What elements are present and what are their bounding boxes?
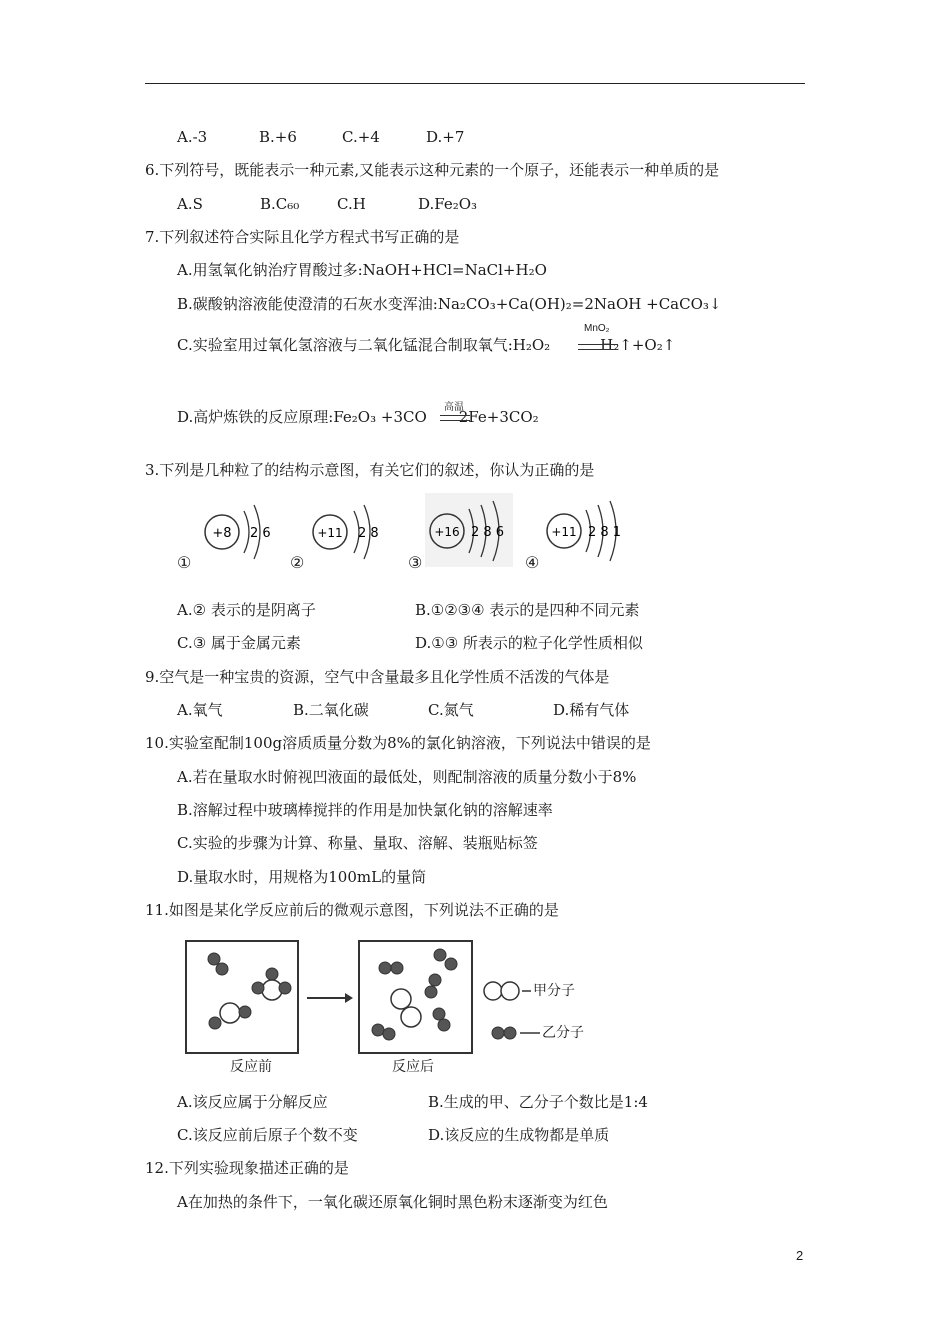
header-rule	[145, 83, 805, 84]
q7-d-condition: 高温	[444, 402, 464, 413]
q7-option-a: A.用氢氧化钠治疗胃酸过多:NaOH+HCl=NaCl+H₂O	[177, 261, 547, 279]
atom-dark	[209, 1017, 221, 1029]
before-label: 反应前	[230, 1059, 272, 1075]
legend-jia-label: 甲分子	[533, 983, 575, 999]
option: C.该反应前后原子个数不变	[177, 1126, 358, 1144]
equals-sign	[440, 415, 470, 421]
atom-dark	[383, 1028, 395, 1040]
shell-electrons: 2 8 6	[471, 525, 505, 540]
q7-c-condition: MnO₂	[584, 323, 610, 334]
atom-diagram-2	[308, 497, 393, 563]
atom-dark	[252, 982, 264, 994]
option: B.生成的甲、乙分子个数比是1:4	[428, 1093, 648, 1111]
q12-stem: 12.下列实验现象描述正确的是	[145, 1159, 349, 1177]
diagram-label-1: ①	[177, 553, 192, 572]
option: C.+4	[342, 128, 380, 146]
option: A.-3	[177, 128, 208, 146]
option: B.+6	[259, 128, 297, 146]
q9-stem: 9.空气是一种宝贵的资源，空气中含量最多且化学性质不活泼的气体是	[145, 668, 610, 686]
option: A.S	[177, 195, 203, 213]
equals-sign	[578, 344, 618, 350]
atom-dark	[434, 949, 446, 961]
atom-dark	[239, 1006, 251, 1018]
atom-light	[391, 989, 411, 1009]
q10-option-d: D.量取水时，用规格为100mL的量筒	[177, 868, 427, 886]
atom-dark	[433, 1008, 445, 1020]
q11-stem: 11.如图是某化学反应前后的微观示意图，下列说法不正确的是	[145, 901, 559, 919]
q8-options-row-2	[177, 633, 643, 653]
q7-stem: 7.下列叙述符合实际且化学方程式书写正确的是	[145, 228, 460, 246]
atom-light	[220, 1003, 240, 1023]
before-box	[186, 941, 298, 1053]
page-number: 2	[796, 1248, 804, 1263]
atom-dark	[429, 974, 441, 986]
option: C.H	[337, 195, 366, 213]
atom-dark	[379, 962, 391, 974]
nucleus-charge: +16	[434, 525, 460, 539]
option: D.该反应的生成物都是单质	[428, 1126, 610, 1144]
q12-option-a: A在加热的条件下，一氧化碳还原氧化铜时黑色粉末逐渐变为红色	[177, 1193, 608, 1211]
q8-stem: 3.下列是几种粒了的结构示意图，有关它们的叙述，你认为正确的是	[145, 461, 595, 479]
option: D.稀有气体	[553, 701, 630, 719]
atom-dark	[279, 982, 291, 994]
option: A.氧气	[177, 701, 223, 719]
q7-c-left: C.实验室用过氧化氢溶液与二氧化锰混合制取氧气:H₂O₂	[177, 336, 551, 354]
legend-yi-label: 乙分子	[542, 1025, 584, 1041]
atom-dark	[391, 962, 403, 974]
q10-stem: 10.实验室配制100g溶质质量分数为8%的氯化钠溶液，下列说法中错误的是	[145, 734, 651, 752]
q7-d-left: D.高炉炼铁的反应原理:Fe₂O₃ +3CO	[177, 408, 427, 426]
q10-option-c: C.实验的步骤为计算、称量、量取、溶解、装瓶贴标签	[177, 834, 538, 852]
option: B.C₆₀	[260, 195, 300, 213]
q11-options-row-2	[177, 1125, 609, 1145]
atom-dark	[445, 958, 457, 970]
q9-options	[177, 700, 629, 720]
diagram-label-2: ②	[290, 553, 305, 572]
atom-dark	[425, 986, 437, 998]
legend-yi-atom	[492, 1027, 504, 1039]
option: A.该反应属于分解反应	[177, 1093, 328, 1111]
q8-options-row-1	[177, 600, 639, 620]
atom-diagram-1	[200, 497, 280, 563]
atom-diagram-4	[542, 495, 634, 565]
q10-option-a: A.若在量取水时俯视凹液面的最低处，则配制溶液的质量分数小于8%	[177, 768, 637, 786]
atom-dark	[216, 963, 228, 975]
option: D.①③ 所表示的粒子化学性质相似	[415, 634, 643, 652]
legend-jia-atom	[484, 982, 502, 1000]
diagram-label-3: ③	[408, 553, 423, 572]
q10-option-b: B.溶解过程中玻璃棒搅拌的作用是加快氯化钠的溶解速率	[177, 801, 553, 819]
q7-c-right: H₂↑+O₂↑	[600, 336, 676, 354]
option: A.② 表示的是阴离子	[177, 601, 316, 619]
nucleus-charge: +11	[551, 525, 577, 539]
option: C.③ 属于金属元素	[177, 634, 301, 652]
atom-dark	[372, 1024, 384, 1036]
atom-dark	[438, 1019, 450, 1031]
after-box	[359, 941, 472, 1053]
q6-stem: 6.下列符号，既能表示一种元素,又能表示这种元素的一个原子，还能表示一种单质的是	[145, 161, 720, 179]
diagram-label-4: ④	[525, 553, 540, 572]
q7-option-b: B.碳酸钠溶液能使澄清的石灰水变浑油:Na₂CO₃+Ca(OH)₂=2NaOH +CaCO₃↓	[177, 295, 722, 313]
q5-options	[177, 127, 464, 147]
arrow-head	[345, 993, 353, 1003]
option: D.+7	[426, 128, 465, 146]
nucleus-charge: +11	[317, 526, 343, 540]
legend-yi-atom	[504, 1027, 516, 1039]
q7-option-d	[177, 407, 539, 427]
nucleus-charge: +8	[212, 526, 232, 541]
atom-diagram-3	[425, 493, 513, 567]
atom-dark	[266, 968, 278, 980]
shell-electrons: 2 8	[358, 526, 379, 541]
electron-shell	[244, 511, 249, 553]
atom-light	[401, 1007, 421, 1027]
after-label: 反应后	[392, 1059, 434, 1075]
q11-options-row-1	[177, 1092, 648, 1112]
atom-dark	[208, 953, 220, 965]
shell-electrons: 2 8 1	[588, 525, 622, 540]
q7-d-right: 2Fe+3CO₂	[458, 408, 539, 426]
option: D.Fe₂O₃	[418, 195, 478, 213]
legend-jia-atom	[501, 982, 519, 1000]
q6-options	[177, 194, 477, 214]
option: C.氮气	[428, 701, 474, 719]
shell-electrons: 2 6	[250, 526, 271, 541]
option: B.①②③④ 表示的是四种不同元素	[415, 601, 640, 619]
option: B.二氧化碳	[293, 701, 369, 719]
